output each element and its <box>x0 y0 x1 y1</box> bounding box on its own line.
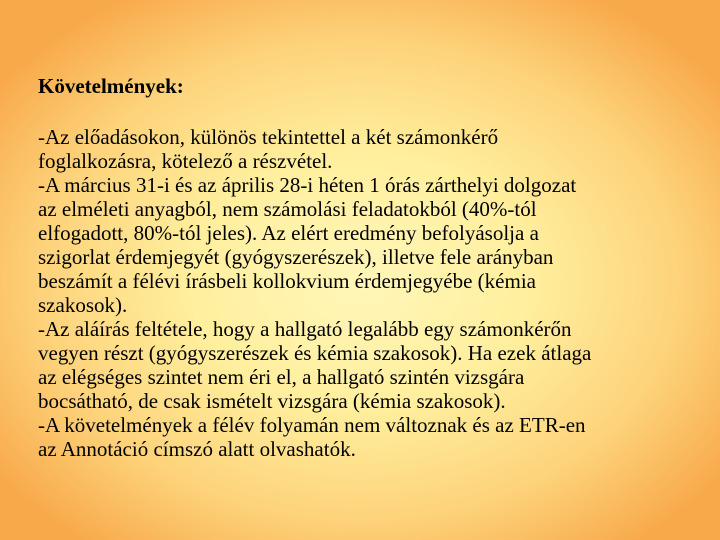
slide-heading: Követelmények: <box>38 74 184 98</box>
text-line: foglalkozásra, kötelező a részvétel. <box>38 149 333 173</box>
text-line: -A március 31-i és az április 28-i héten 1 órás zárthelyi dolgozat <box>38 173 577 197</box>
paragraph-requirements-note <box>38 413 698 461</box>
heading-spacer <box>38 102 698 125</box>
text-line: szakosok). <box>38 293 128 317</box>
text-line: az Annotáció címszó alatt olvashatók. <box>38 437 356 461</box>
text-line: -A követelmények a félév folyamán nem változnak és az ETR-en <box>38 413 586 437</box>
text-line: beszámít a félévi írásbeli kollokvium érdemjegyébe (kémia <box>38 269 536 293</box>
paragraph-midterm-tests <box>38 173 698 317</box>
paragraph-attendance <box>38 125 698 173</box>
paragraph-signature-condition <box>38 317 698 413</box>
text-line: -Az előadásokon, különös tekintettel a két számonkérő <box>38 125 499 149</box>
text-line: szigorlat érdemjegyét (gyógyszerészek), illetve fele arányban <box>38 245 554 269</box>
text-line: elfogadott, 80%-tól jeles). Az elért eredmény befolyásolja a <box>38 221 539 245</box>
text-line: bocsátható, de csak ismételt vizsgára (kémia szakosok). <box>38 389 506 413</box>
text-line: -Az aláírás feltétele, hogy a hallgató legalább egy számonkérőn <box>38 317 572 341</box>
text-line: vegyen részt (gyógyszerészek és kémia szakosok). Ha ezek átlaga <box>38 341 592 365</box>
text-line: az elégséges szintet nem éri el, a hallgató szintén vizsgára <box>38 365 525 389</box>
slide-content <box>38 70 698 461</box>
text-line: az elméleti anyagból, nem számolási feladatokból (40%-tól <box>38 197 537 221</box>
